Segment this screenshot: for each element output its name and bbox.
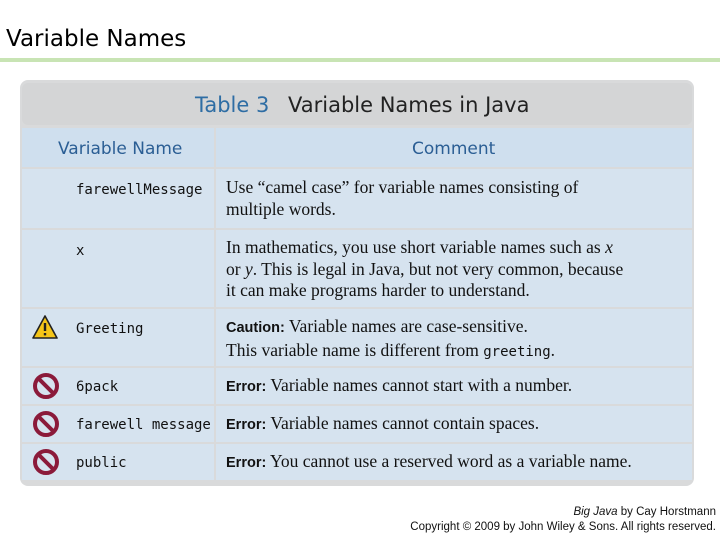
error-label: Error: xyxy=(226,379,267,395)
table-caption xyxy=(22,83,692,125)
comment-line: or y. This is legal in Java, but not very common, because xyxy=(226,258,624,279)
comment-line: multiple words. xyxy=(226,198,336,219)
table-row xyxy=(22,444,692,480)
table-number: Table 3 xyxy=(195,93,270,117)
copyright-footer xyxy=(410,505,716,534)
comment-line: This variable name is different from greeting. xyxy=(226,339,556,360)
comment xyxy=(226,177,578,220)
comment-line: In mathematics, you use short variable names such as x xyxy=(226,237,613,257)
comment-line: Use “camel case” for variable names consisting of xyxy=(226,177,579,197)
book-credit xyxy=(410,505,716,520)
table-row xyxy=(22,406,692,442)
comment-line: it can make programs harder to understand. xyxy=(226,280,530,300)
variable-name: 6pack xyxy=(76,379,119,395)
comment: Error: Variable names cannot start with a number. xyxy=(226,375,573,395)
title-rule xyxy=(0,58,720,62)
variable-name: x xyxy=(76,243,85,259)
comment: Error: You cannot use a reserved word as a variable name. xyxy=(226,451,632,471)
book-title: Big Java xyxy=(573,506,618,518)
header-variable-name: Variable Name xyxy=(58,139,183,159)
table-row xyxy=(22,230,692,307)
comment xyxy=(226,316,555,363)
table-row xyxy=(22,309,692,366)
error-icon xyxy=(32,372,60,400)
error-icon xyxy=(32,448,60,476)
book-author: by Cay Horstmann xyxy=(617,506,716,518)
table-row xyxy=(22,169,692,228)
variable-names-table xyxy=(20,80,694,486)
variable-name: farewellMessage xyxy=(76,182,203,198)
table-caption-text: Variable Names in Java xyxy=(288,93,530,117)
comment: Error: Variable names cannot contain spaces. xyxy=(226,413,540,433)
warning-icon xyxy=(32,315,58,339)
variable-name: Greeting xyxy=(76,321,144,337)
variable-name: farewell message xyxy=(76,417,211,433)
comment xyxy=(226,237,623,302)
comment-line: Caution: Variable names are case-sensitive. xyxy=(226,316,528,336)
error-icon xyxy=(32,410,60,438)
slide-title: Variable Names xyxy=(6,26,187,52)
variable-name: public xyxy=(76,455,127,471)
table-header-row xyxy=(22,128,692,167)
header-comment: Comment xyxy=(412,139,496,159)
caution-label: Caution: xyxy=(226,320,285,336)
error-label: Error: xyxy=(226,455,267,471)
error-label: Error: xyxy=(226,417,267,433)
table-row xyxy=(22,368,692,404)
copyright-text: Copyright © 2009 by John Wiley & Sons. All rights reserved. xyxy=(410,520,716,533)
